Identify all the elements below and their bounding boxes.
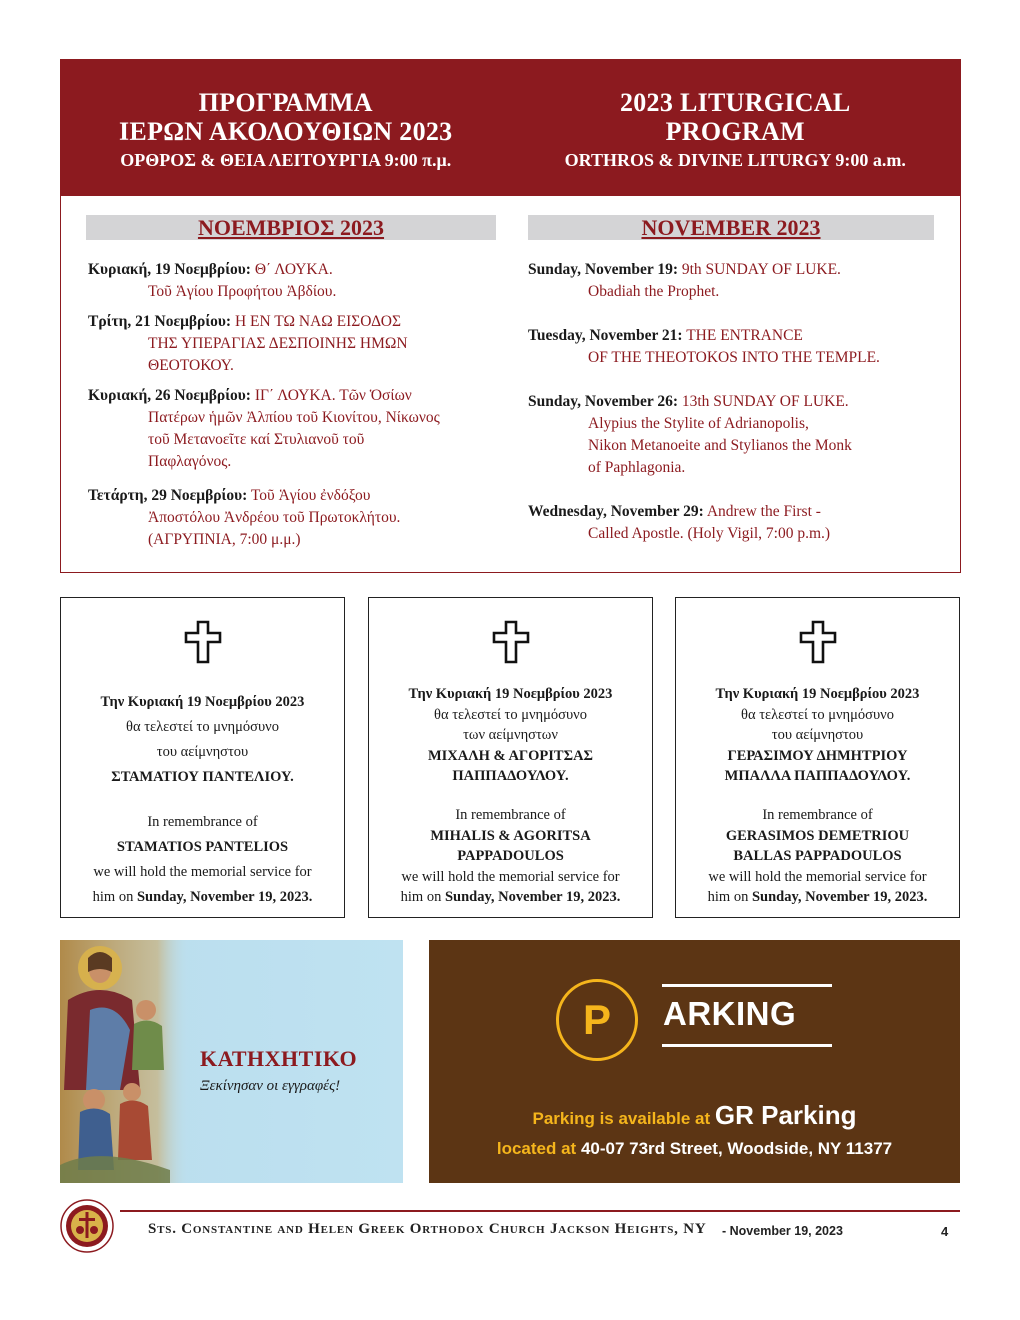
memorial-english-intro: In remembrance of: [147, 814, 258, 830]
entry-date: Sunday, November 26:: [528, 393, 678, 410]
memorial-date: Sunday, November 19, 2023.: [136, 889, 313, 905]
memorial-card: [368, 597, 653, 918]
schedule-entry: [88, 259, 508, 303]
parking-place: GR Parking: [714, 1100, 857, 1130]
memorial-greek-line: Την Κυριακή 19 Νοεμβρίου 2023: [408, 686, 613, 702]
memorial-greek-name: ΜΠΑΛΛΑ ΠΑΠΠΑΔΟΥΛΟΥ.: [724, 768, 911, 784]
entry-line: of Paphlagonia.: [588, 459, 686, 476]
memorial-greek-line: Την Κυριακή 19 Νοεμβρίου 2023: [100, 694, 305, 710]
memorial-greek-text: [676, 684, 959, 787]
parking-located-text: located at: [496, 1139, 577, 1158]
memorial-greek-text: [369, 684, 652, 787]
entry-line: Called Apostle. (Holy Vigil, 7:00 p.m.): [588, 525, 831, 542]
memorial-english-text: [369, 805, 652, 908]
katechism-subtitle: Ξεκίνησαν οι εγγραφές!: [200, 1078, 341, 1094]
footer-church-name: Sts. Constantine and Helen Greek Orthodox Church Jackson Heights, NY: [148, 1221, 707, 1237]
entry-line: Nikon Metanoeite and Stylianos the Monk: [588, 437, 852, 454]
memorial-greek-line: θα τελεστεί το μνημόσυνο: [126, 719, 279, 735]
liturgical-program: [60, 59, 961, 573]
footer-rule: [120, 1210, 960, 1212]
entry-line: ΘΕΟΤΟΚΟΥ.: [148, 357, 234, 374]
entry-line: (ΑΓΡΥΠΝΙΑ, 7:00 μ.μ.): [148, 531, 301, 548]
memorial-english-date-line: [61, 885, 344, 910]
parking-top-rule: [662, 984, 832, 987]
schedule-entry: [528, 325, 948, 369]
entry-line: Alypius the Stylite of Adrianopolis,: [588, 415, 809, 432]
english-month-heading: NOVEMBER 2023: [528, 215, 934, 240]
memorial-english-intro: In remembrance of: [455, 807, 566, 823]
memorial-english-name: GERASIMOS DEMETRIOU: [725, 827, 910, 844]
memorial-date: Sunday, November 19, 2023.: [444, 889, 621, 905]
parking-icon: P: [556, 979, 638, 1061]
cross-icon: [492, 620, 530, 664]
memorial-english-name: PAPPADOULOS: [457, 848, 564, 864]
parking-word: ARKING: [663, 995, 797, 1032]
memorial-him-on: him on: [707, 889, 749, 905]
memorial-him-on: him on: [92, 889, 134, 905]
cross-icon: [184, 620, 222, 664]
memorial-english-text: [676, 805, 959, 908]
memorial-greek-name: ΓΕΡΑΣΙΜΟΥ ΔΗΜΗΤΡΙΟΥ: [727, 747, 908, 764]
footer-date: - November 19, 2023: [722, 1224, 843, 1238]
entry-date: Κυριακή, 19 Νοεμβρίου:: [88, 261, 251, 278]
memorial-card: [60, 597, 345, 918]
memorial-english-name: MIHALIS & AGORITSA: [430, 827, 591, 844]
entry-line: Παφλαγόνος.: [148, 453, 232, 470]
parking-info: [429, 1100, 960, 1164]
parking-banner: [429, 940, 960, 1183]
memorial-greek-name: ΠΑΠΠΑΔΟΥΛΟΥ.: [452, 768, 569, 784]
entry-date: Tuesday, November 21:: [528, 327, 683, 344]
memorial-greek-name: ΣΤΑΜΑΤΙΟΥ ΠΑΝΤΕΛΙΟΥ.: [111, 769, 294, 785]
memorial-greek-line: του αείμνηστου: [156, 744, 249, 760]
memorial-english-intro: In remembrance of: [762, 807, 873, 823]
entry-description: Η ΕΝ ΤΩ ΝΑΩ ΕΙΣΟΔΟΣ: [234, 313, 402, 330]
church-seal-icon: [60, 1199, 114, 1253]
katechism-title: ΚΑΤΗΧΗΤΙΚΟ: [200, 1046, 358, 1071]
schedule-entry: [88, 311, 508, 377]
greek-month-heading: ΝΟΕΜΒΡΙΟΣ 2023: [86, 215, 496, 240]
memorial-card: [675, 597, 960, 918]
greek-subtitle: ΟΡΘΡΟΣ & ΘΕΙΑ ΛΕΙΤΟΥΡΓΙΑ 9:00 π.μ.: [120, 150, 452, 170]
greek-header: [61, 60, 511, 196]
entry-date: Τρίτη, 21 Νοεμβρίου:: [88, 313, 232, 330]
memorial-english-line: we will hold the memorial service for: [93, 864, 312, 880]
schedule-entry: [528, 259, 948, 303]
entry-line: Τοῦ Ἁγίου Προφήτου Ἀβδίου.: [148, 283, 337, 300]
entry-date: Wednesday, November 29:: [528, 503, 704, 520]
memorial-english-date-line: [369, 887, 652, 908]
memorial-date: Sunday, November 19, 2023.: [751, 889, 928, 905]
parking-address: 40-07 73rd Street, Woodside, NY 11377: [580, 1139, 893, 1158]
parking-bottom-rule: [662, 1044, 832, 1047]
parking-available-text: Parking is available at: [532, 1109, 711, 1128]
schedule-entry: [528, 501, 948, 545]
memorial-english-line: we will hold the memorial service for: [708, 868, 927, 885]
entry-description: Andrew the First -: [706, 503, 821, 520]
english-title-line-1: 2023 LITURGICAL: [619, 88, 851, 117]
schedule-entry: [528, 391, 948, 479]
entry-date: Sunday, November 19:: [528, 261, 678, 278]
memorial-english-line: we will hold the memorial service for: [401, 868, 620, 885]
memorial-greek-name: ΜΙΧΑΛΗ & ΑΓΟΡΙΤΣΑΣ: [427, 747, 594, 764]
parking-info-line-1: [429, 1100, 960, 1134]
greek-title-line-1: ΠΡΟΓΡΑΜΜΑ: [198, 88, 373, 117]
memorial-greek-line: θα τελεστεί το μνημόσυνο: [434, 706, 587, 723]
entry-line: ΤΗΣ ΥΠΕΡΑΓΙΑΣ ΔΕΣΠΟΙΝΗΣ ΗΜΩΝ: [148, 335, 408, 352]
memorial-him-on: him on: [400, 889, 442, 905]
memorial-greek-line: των αείμνηστων: [463, 727, 558, 743]
entry-line: Πατέρων ἡμῶν Ἀλπίου τοῦ Κιονίτου, Νίκωνος: [148, 409, 440, 426]
memorial-english-name: STAMATIOS PANTELIOS: [116, 839, 289, 855]
memorial-english-text: [61, 810, 344, 910]
page-number: 4: [941, 1224, 949, 1239]
english-subtitle: ORTHROS & DIVINE LITURGY 9:00 a.m.: [564, 150, 906, 170]
memorial-english-name: BALLAS PAPPADOULOS: [733, 848, 902, 864]
memorial-greek-line: του αείμνηστου: [771, 727, 864, 743]
memorial-english-date-line: [676, 887, 959, 908]
entry-description: ΙΓ΄ ΛΟΥΚΑ. Τῶν Ὁσίων: [254, 387, 412, 404]
schedule-entry: [88, 485, 508, 551]
memorial-greek-line: θα τελεστεί το μνημόσυνο: [741, 706, 894, 723]
katechism-banner: [60, 940, 403, 1183]
schedule-entry: [88, 385, 508, 473]
english-header: [511, 60, 961, 196]
program-header: [61, 60, 960, 196]
entry-description: THE ENTRANCE: [686, 327, 803, 344]
entry-description: 13th SUNDAY OF LUKE.: [681, 393, 849, 410]
entry-description: 9th SUNDAY OF LUKE.: [681, 261, 841, 278]
entry-description: Τοῦ Ἁγίου ἐνδόξου: [250, 487, 371, 504]
english-title-line-2: PROGRAM: [665, 117, 805, 146]
entry-line: Ἀποστόλου Ἀνδρέου τοῦ Πρωτοκλήτου.: [148, 509, 401, 526]
greek-title-line-2: ΙΕΡΩΝ ΑΚΟΛΟΥΘΙΩΝ 2023: [119, 117, 453, 146]
cross-icon: [799, 620, 837, 664]
entry-line: Obadiah the Prophet.: [588, 283, 720, 300]
christ-with-children-icon-image: [60, 940, 190, 1183]
entry-date: Κυριακή, 26 Νοεμβρίου:: [88, 387, 251, 404]
entry-date: Τετάρτη, 29 Νοεμβρίου:: [88, 487, 248, 504]
parking-info-line-2: [429, 1134, 960, 1164]
entry-line: τοῦ Μετανοεῖτε καί Στυλιανοῦ τοῦ: [148, 431, 365, 448]
memorial-greek-line: Την Κυριακή 19 Νοεμβρίου 2023: [715, 686, 920, 702]
entry-description: Θ΄ ΛΟΥΚΑ.: [254, 261, 333, 278]
memorial-greek-text: [61, 690, 344, 790]
entry-line: OF THE THEOTOKOS INTO THE TEMPLE.: [588, 349, 880, 366]
